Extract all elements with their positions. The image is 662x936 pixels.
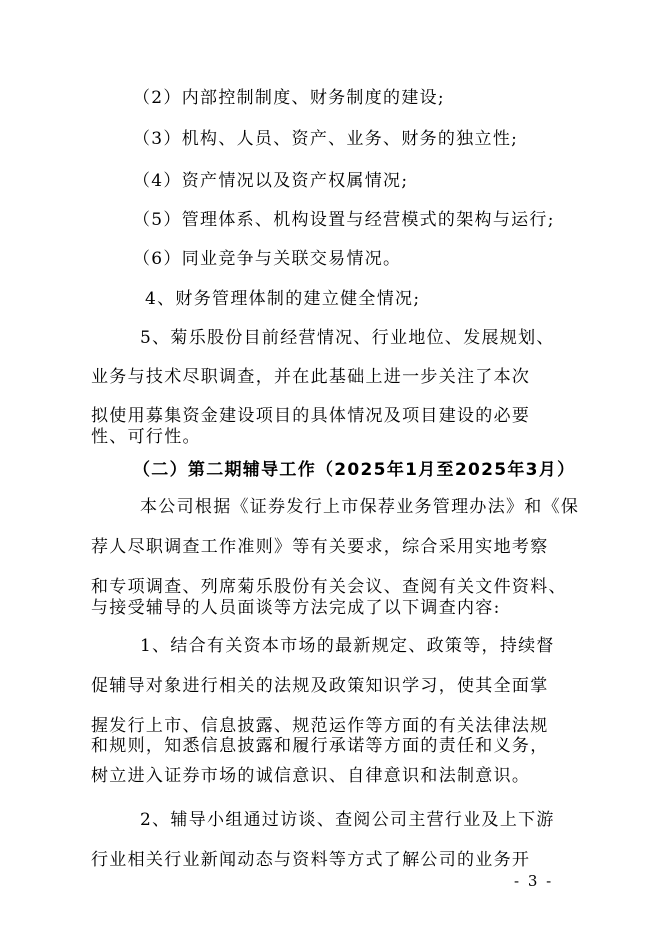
section-heading: （二）第二期辅导工作（2025年1月至2025年3月） [133, 460, 576, 480]
intro-paragraph-line-3: 和专项调查、列席菊乐股份有关会议、查阅有关文件资料、 [91, 577, 567, 597]
item-1-line-5: 树立进入证券市场的诚信意识、自律意识和法制意识。 [91, 766, 531, 786]
item-1-line-1: 1、结合有关资本市场的最新规定、政策等，持续督 [140, 636, 555, 656]
item-2-line-1: 2、辅导小组通过访谈、查阅公司主营行业及上下游 [140, 810, 555, 830]
paragraph-5-line-3: 拟使用募集资金建设项目的具体情况及项目建设的必要 [91, 406, 531, 426]
item-1-line-3: 握发行上市、信息披露、规范运作等方面的有关法律法规 [91, 716, 549, 736]
list-item-2: （2）内部控制制度、财务制度的建设; [133, 88, 445, 108]
item-2-line-2: 行业相关行业新闻动态与资料等方式了解公司的业务开 [91, 850, 531, 870]
list-item-5: （5）管理体系、机构设置与经营模式的架构与运行; [133, 210, 555, 230]
list-item-4: （4）资产情况以及资产权属情况; [133, 171, 409, 191]
list-item-6: （6）同业竞争与关联交易情况。 [133, 249, 402, 269]
paragraph-4: 4、财务管理体制的建立健全情况; [145, 289, 421, 309]
intro-paragraph-line-1: 本公司根据《证券发行上市保荐业务管理办法》和《保 [140, 497, 580, 517]
item-1-line-4: 和规则，知悉信息披露和履行承诺等方面的责任和义务， [91, 736, 549, 756]
intro-paragraph-line-2: 荐人尽职调查工作准则》等有关要求，综合采用实地考察 [91, 537, 549, 557]
paragraph-5-line-4: 性、可行性。 [91, 427, 201, 447]
intro-paragraph-line-4: 与接受辅导的人员面谈等方法完成了以下调查内容: [91, 598, 501, 618]
paragraph-5-line-2: 业务与技术尽职调查，并在此基础上进一步关注了本次 [91, 367, 531, 387]
item-1-line-2: 促辅导对象进行相关的法规及政策知识学习，使其全面掌 [91, 676, 549, 696]
list-item-3: （3）机构、人员、资产、业务、财务的独立性; [133, 129, 519, 149]
paragraph-5-line-1: 5、菊乐股份目前经营情况、行业地位、发展规划、 [140, 328, 555, 348]
page-number: - 3 - [514, 872, 554, 890]
